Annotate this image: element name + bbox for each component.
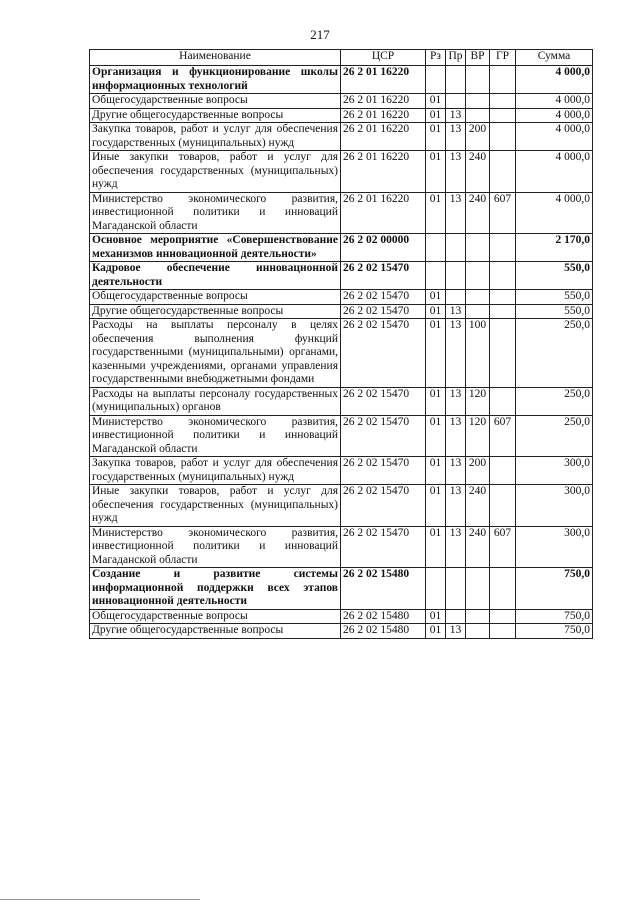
cell-name: Создание и развитие системы информационной поддержки всех этапов инновационной деятельности [90,568,341,610]
cell-rz: 01 [426,192,446,234]
cell-name: Расходы на выплаты персоналу в целях обеспечения выполнения функций государственными (муниципальными) органами, казенными учреждениями, органами управления государственными внебюджетными фондами [90,319,341,388]
cell-vr [466,234,490,262]
table-row [90,304,593,319]
cell-vr: 120 [466,387,490,415]
cell-pr [446,568,466,610]
cell-csr: 26 2 02 15470 [341,319,426,388]
header-vr: ВР [466,50,490,66]
cell-vr: 200 [466,457,490,485]
header-pr: Пр [446,50,466,66]
cell-sum: 750,0 [516,609,593,624]
cell-name: Министерство экономического развития, инвестиционной политики и инноваций Магаданской области [90,192,341,234]
cell-rz: 01 [426,624,446,639]
cell-gr [490,108,516,123]
table-row [90,457,593,485]
cell-csr: 26 2 01 16220 [341,123,426,151]
cell-name: Иные закупки товаров, работ и услуг для обеспечения государственных (муниципальных) нужд [90,151,341,193]
cell-vr [466,609,490,624]
cell-pr: 13 [446,192,466,234]
cell-gr [490,94,516,109]
cell-rz: 01 [426,387,446,415]
cell-csr: 26 2 01 16220 [341,94,426,109]
cell-sum: 250,0 [516,415,593,457]
table-row [90,192,593,234]
cell-rz: 01 [426,319,446,388]
cell-pr: 13 [446,304,466,319]
cell-name: Другие общегосударственные вопросы [90,108,341,123]
table-row [90,624,593,639]
cell-csr: 26 2 02 15480 [341,568,426,610]
cell-rz: 01 [426,94,446,109]
cell-rz: 01 [426,108,446,123]
cell-rz [426,262,446,290]
cell-sum: 4 000,0 [516,123,593,151]
cell-rz: 01 [426,290,446,305]
cell-pr: 13 [446,415,466,457]
cell-sum: 300,0 [516,485,593,527]
cell-sum: 4 000,0 [516,94,593,109]
cell-csr: 26 2 02 15470 [341,387,426,415]
cell-pr: 13 [446,123,466,151]
budget-table [89,49,593,639]
cell-gr [490,304,516,319]
cell-name: Расходы на выплаты персоналу государственных (муниципальных) органов [90,387,341,415]
cell-sum: 4 000,0 [516,108,593,123]
header-gr: ГР [490,50,516,66]
cell-rz: 01 [426,485,446,527]
cell-pr: 13 [446,526,466,568]
cell-rz [426,568,446,610]
header-rz: Рз [426,50,446,66]
cell-pr: 13 [446,319,466,388]
cell-csr: 26 2 02 15470 [341,415,426,457]
cell-name: Закупка товаров, работ и услуг для обеспечения государственных (муниципальных) нужд [90,457,341,485]
cell-rz: 01 [426,457,446,485]
cell-vr: 240 [466,485,490,527]
cell-name: Министерство экономического развития, инвестиционной политики и инноваций Магаданской области [90,526,341,568]
cell-pr [446,609,466,624]
cell-sum: 250,0 [516,387,593,415]
table-row [90,415,593,457]
cell-name: Основное мероприятие «Совершенствование механизмов инновационной деятельности» [90,234,341,262]
table-row [90,66,593,94]
cell-vr [466,66,490,94]
cell-rz: 01 [426,123,446,151]
cell-name: Другие общегосударственные вопросы [90,624,341,639]
cell-gr [490,624,516,639]
cell-rz [426,234,446,262]
cell-gr [490,151,516,193]
table-row [90,319,593,388]
cell-name: Другие общегосударственные вопросы [90,304,341,319]
cell-csr: 26 2 01 16220 [341,151,426,193]
cell-rz: 01 [426,609,446,624]
header-csr: ЦСР [341,50,426,66]
cell-sum: 300,0 [516,457,593,485]
cell-gr [490,457,516,485]
cell-vr [466,624,490,639]
cell-vr: 240 [466,151,490,193]
cell-csr: 26 2 02 15470 [341,290,426,305]
table-row [90,151,593,193]
table-row [90,568,593,610]
cell-sum: 250,0 [516,319,593,388]
cell-name: Организация и функционирование школы информационных технологий [90,66,341,94]
cell-pr: 13 [446,387,466,415]
cell-gr: 607 [490,192,516,234]
cell-pr [446,262,466,290]
cell-gr: 607 [490,415,516,457]
cell-gr [490,123,516,151]
table-row [90,262,593,290]
cell-vr: 240 [466,192,490,234]
table-row [90,609,593,624]
cell-sum: 750,0 [516,568,593,610]
cell-vr [466,262,490,290]
cell-sum: 4 000,0 [516,151,593,193]
cell-pr: 13 [446,108,466,123]
cell-gr [490,485,516,527]
table-row [90,526,593,568]
cell-name: Общегосударственные вопросы [90,290,341,305]
cell-pr: 13 [446,151,466,193]
cell-sum: 4 000,0 [516,192,593,234]
cell-sum: 550,0 [516,290,593,305]
table-row [90,290,593,305]
table-row [90,108,593,123]
cell-vr: 200 [466,123,490,151]
cell-vr [466,94,490,109]
cell-pr: 13 [446,457,466,485]
cell-csr: 26 2 02 15470 [341,457,426,485]
footer-divider [0,899,200,900]
cell-name: Общегосударственные вопросы [90,609,341,624]
table-row [90,94,593,109]
cell-pr [446,94,466,109]
cell-csr: 26 2 02 15470 [341,526,426,568]
cell-sum: 550,0 [516,262,593,290]
table-row [90,234,593,262]
cell-gr [490,66,516,94]
cell-csr: 26 2 02 15470 [341,485,426,527]
cell-pr: 13 [446,624,466,639]
cell-csr: 26 2 02 15480 [341,624,426,639]
cell-vr: 100 [466,319,490,388]
cell-rz: 01 [426,415,446,457]
cell-sum: 300,0 [516,526,593,568]
table-row [90,387,593,415]
table-header-row [90,50,593,66]
cell-gr [490,319,516,388]
cell-vr [466,568,490,610]
cell-csr: 26 2 01 16220 [341,192,426,234]
cell-gr [490,387,516,415]
cell-sum: 4 000,0 [516,66,593,94]
table-row [90,485,593,527]
cell-gr: 607 [490,526,516,568]
cell-vr: 120 [466,415,490,457]
header-sum: Сумма [516,50,593,66]
cell-name: Министерство экономического развития, инвестиционной политики и инноваций Магаданской области [90,415,341,457]
cell-name: Кадровое обеспечение инновационной деятельности [90,262,341,290]
cell-vr: 240 [466,526,490,568]
cell-rz: 01 [426,151,446,193]
page-number: 217 [310,27,330,42]
cell-csr: 26 2 02 15470 [341,304,426,319]
cell-vr [466,108,490,123]
cell-csr: 26 2 02 15470 [341,262,426,290]
cell-gr [490,234,516,262]
cell-csr: 26 2 02 00000 [341,234,426,262]
table-body [90,66,593,639]
cell-name: Иные закупки товаров, работ и услуг для обеспечения государственных (муниципальных) нужд [90,485,341,527]
cell-rz: 01 [426,526,446,568]
cell-vr [466,290,490,305]
cell-gr [490,609,516,624]
cell-name: Закупка товаров, работ и услуг для обеспечения государственных (муниципальных) нужд [90,123,341,151]
header-name: Наименование [90,50,341,66]
cell-sum: 750,0 [516,624,593,639]
cell-rz: 01 [426,304,446,319]
cell-csr: 26 2 01 16220 [341,66,426,94]
cell-vr [466,304,490,319]
cell-gr [490,568,516,610]
cell-rz [426,66,446,94]
cell-pr [446,234,466,262]
cell-csr: 26 2 01 16220 [341,108,426,123]
cell-sum: 2 170,0 [516,234,593,262]
cell-gr [490,290,516,305]
cell-name: Общегосударственные вопросы [90,94,341,109]
cell-pr: 13 [446,485,466,527]
cell-gr [490,262,516,290]
table-row [90,123,593,151]
cell-pr [446,290,466,305]
cell-sum: 550,0 [516,304,593,319]
cell-csr: 26 2 02 15480 [341,609,426,624]
cell-pr [446,66,466,94]
